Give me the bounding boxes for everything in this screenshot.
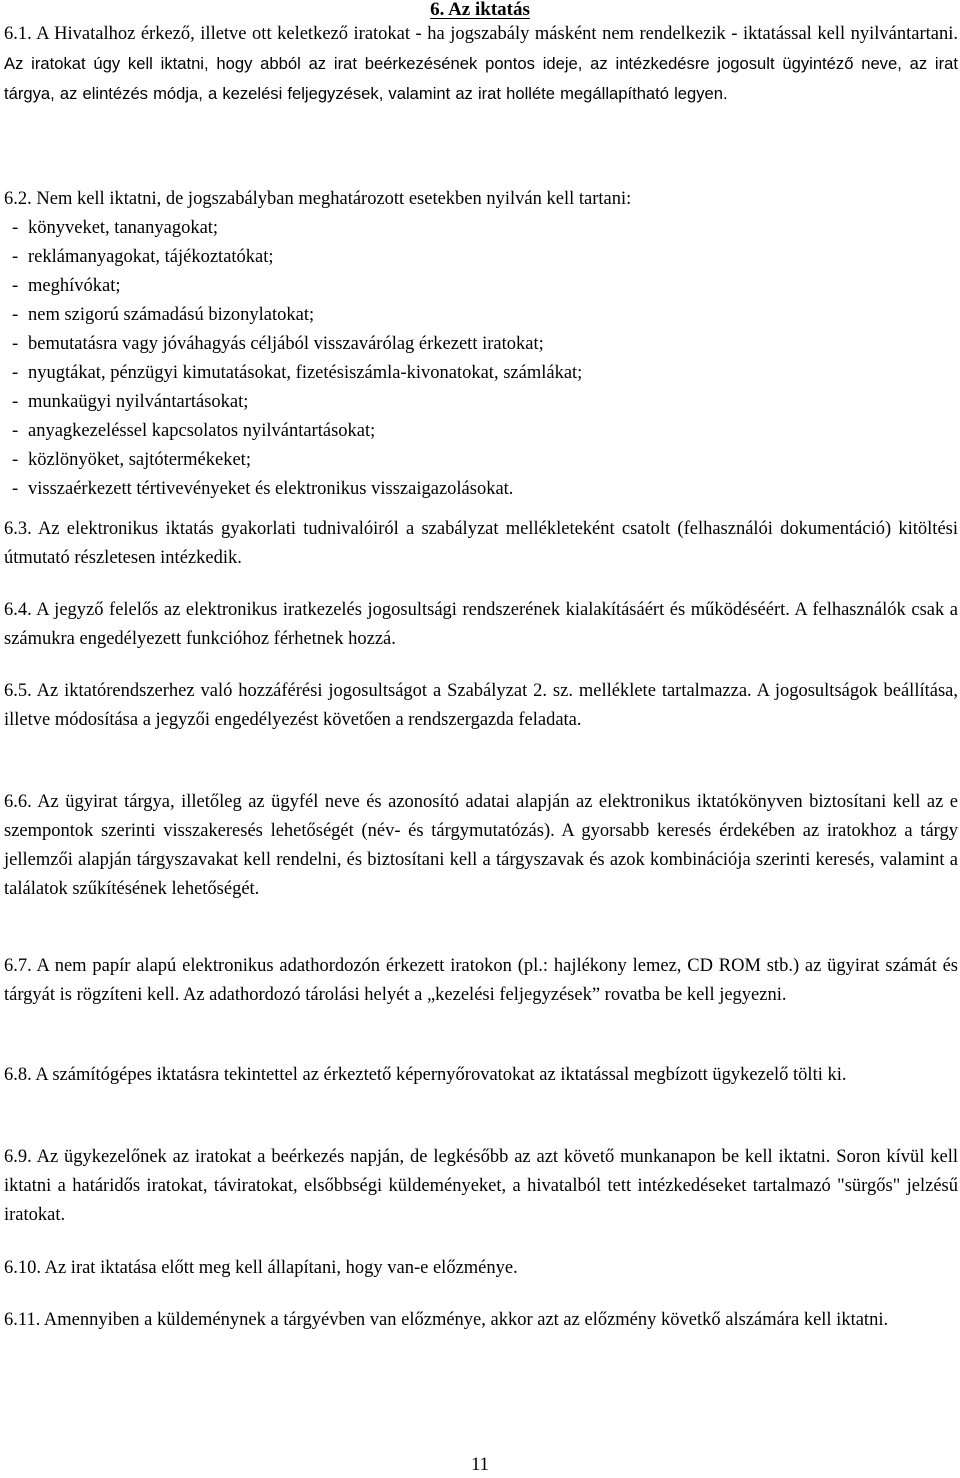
list-item: - könyveket, tananyagokat; xyxy=(12,214,958,243)
section-6-11: 6.11. Amennyiben a küldeménynek a tárgyévben van előzménye, akkor azt az előzmény követkő alszámára kell iktatni. xyxy=(4,1310,889,1330)
section-6-1-text-b: Az iratokat úgy kell iktatni, hogy abból az irat beérkezésének pontos ideje, az intézkedésre jogosult ügyintéző neve, az irat tárgya, az elintézés módja, a kezelési feljegyzések, valamint az irat holléte megállapítható legyen. xyxy=(4,54,958,103)
section-6-8: 6.8. A számítógépes iktatásra tekintettel az érkeztető képernyőrovatokat az iktatással megbízott ügykezelő tölti ki. xyxy=(4,1065,847,1085)
section-6-1 xyxy=(4,20,958,109)
exemption-list xyxy=(4,214,958,504)
section-6-9: 6.9. Az ügykezelőnek az iratokat a beérkezés napján, de legkésőbb az azt követő munkanapon be kell iktatni. Soron kívül kell iktatni a határidős iratokat, táviratokat, elsőbbségi küldeményeket, a hivatalból tett intézkedéseket tartalmazó "sürgős" jelzésű iratokat. xyxy=(4,1147,958,1225)
section-6-10: 6.10. Az irat iktatása előtt meg kell állapítani, hogy van-e előzménye. xyxy=(4,1258,518,1278)
section-6-7: 6.7. A nem papír alapú elektronikus adathordozón érkezett iratokon (pl.: hajlékony lemez, CD ROM stb.) az ügyirat számát és tárgyát is rögzíteni kell. Az adathordozó tárolási helyét a „kezelési feljegyzések” rovatba be kell jegyezni. xyxy=(4,956,958,1005)
list-item: - reklámanyagokat, tájékoztatókat; xyxy=(12,243,958,272)
list-item: - visszaérkezett tértivevényeket és elektronikus visszaigazolásokat. xyxy=(12,475,958,504)
section-6-2 xyxy=(4,185,958,504)
list-item: - anyagkezeléssel kapcsolatos nyilvántartásokat; xyxy=(12,417,958,446)
section-6-2-intro: 6.2. Nem kell iktatni, de jogszabályban meghatározott esetekben nyilván kell tartani: xyxy=(4,189,632,209)
section-6-4: 6.4. A jegyző felelős az elektronikus iratkezelés jogosultsági rendszerének kialakításáért és működéséért. A felhasználók csak a számukra engedélyezett funkcióhoz férhetnek hozzá. xyxy=(4,600,958,649)
list-item: - munkaügyi nyilvántartásokat; xyxy=(12,388,958,417)
section-6-1-text-a: 6.1. A Hivatalhoz érkező, illetve ott keletkező iratokat - ha jogszabály másként nem rendelkezik - iktatással kell nyilvántartani. xyxy=(4,24,958,44)
page-number: 11 xyxy=(471,1455,489,1475)
list-item: - nem szigorú számadású bizonylatokat; xyxy=(12,301,958,330)
list-item: - bemutatásra vagy jóváhagyás céljából visszavárólag érkezett iratokat; xyxy=(12,330,958,359)
section-6-3: 6.3. Az elektronikus iktatás gyakorlati tudnivalóiról a szabályzat mellékleteként csatolt (felhasználói dokumentáció) kitöltési útmutató részletesen intézkedik. xyxy=(4,519,958,568)
page-title: 6. Az iktatás xyxy=(430,0,530,20)
section-6-5: 6.5. Az iktatórendszerhez való hozzáférési jogosultságot a Szabályzat 2. sz. melléklete tartalmazza. A jogosultságok beállítása, illetve módosítása a jegyzői engedélyezést követően a rendszergazda feladata. xyxy=(4,681,958,730)
list-item: - nyugtákat, pénzügyi kimutatásokat, fizetésiszámla-kivonatokat, számlákat; xyxy=(12,359,958,388)
list-item: - meghívókat; xyxy=(12,272,958,301)
list-item: - közlönyöket, sajtótermékeket; xyxy=(12,446,958,475)
section-6-6: 6.6. Az ügyirat tárgya, illetőleg az ügyfél neve és azonosító adatai alapján az elektronikus iktatókönyven biztosítani kell az e szempontok szerinti visszakeresés lehetőségét (név- és tárgymutatózás). A gyorsabb keresés érdekében az iratokhoz a tárgy jellemzői alapján tárgyszavakat kell rendelni, és biztosítani kell a tárgyszavak és azok kombinációja szerinti keresés, valamint a találatok szűkítésének lehetőségét. xyxy=(4,792,958,899)
